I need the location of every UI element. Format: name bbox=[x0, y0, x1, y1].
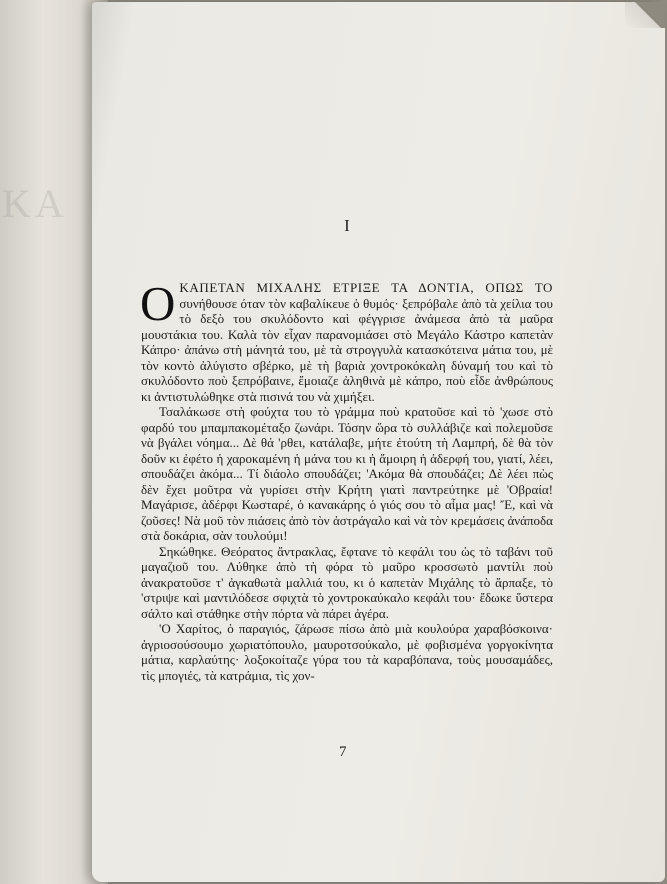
paragraph-1 bbox=[140, 276, 553, 404]
page-corner-curl bbox=[625, 2, 665, 28]
book-page bbox=[92, 2, 665, 882]
chapter-number: I bbox=[344, 216, 350, 235]
paragraph-3: Σηκώθηκε. Θεόρατος ἄντρακλας, ἔφτανε τὸ κεφάλι του ὡς τὸ ταβάνι τοῦ μαγαζιοῦ του. Λύθηκε ἀπὸ τὴ φόρα τὸ μαῦρο κροσσωτὸ μαντίλι ποὺ ἀνακρατοῦσε τ' ἀγκαθωτὰ μαλλιά του, κι ὁ καπετὰν Μιχάλης τὸ ἅρπαξε, τὸ 'στριψε καὶ μαντιλόδεσε σφιχτὰ τὸ χοντροκαύκαλο κεφάλι του· ἔδωκε ὕστερα σάλτο καὶ στάθηκε στὴν πόρτα νὰ πάρει ἀγέρα. bbox=[141, 543, 553, 621]
paragraph-2: Τσαλάκωσε στὴ φούχτα του τὸ γράμμα ποὺ κρατοῦσε καὶ τὸ 'χωσε στὸ φαρδύ του μπαμπακομέταξο ζωνάρι. Τόσην ὥρα τὸ συλλάβιζε καὶ πολεμοῦσε νὰ βγάλει νόημα... Δὲ θά 'ρθει, κατάλαβε, μήτε ἐτούτη τὴ Λαμπρή, δὲ θὰ τὸν δοῦν κι ἐφέτο ἡ χαροκαμένη ἡ μάνα του κι ἡ ἄμοιρη ἡ ἀδερφή του, γιατί, λέει, σπουδάζει ἀκόμα... Τί διάολο σπουδάζει; 'Ακόμα θὰ σπουδάζει; Δὲ λέει πὼς δὲν ἔχει μοῦτρα νὰ γυρίσει στὴν Κρήτη γιατὶ παντρεύτηκε μὲ 'Οβραία! Μαγάρισε, ἀδέρφι Κωσταρέ, ὁ κανακάρης ὁ γιός σου τὸ αἷμα μας! Ἔ, καὶ νὰ ζοῦσες! Νὰ μοῦ τὸν πιάσεις ἀπὸ τὸν ἀστράγαλο καὶ νὰ τὸν κρεμάσεις ἀνάποδα στὰ δοκάρια, σὰν τουλούμι! bbox=[141, 404, 553, 543]
page-number: 7 bbox=[339, 744, 347, 760]
opening-small-caps: ΚΑΠΕΤΑΝ ΜΙΧΑΛΗΣ ΕΤΡΙΞΕ ΤΑ ΔΟΝΤΙΑ, ΟΠΩΣ ΤΟ bbox=[179, 280, 553, 295]
show-through-text: ΚΑ bbox=[2, 181, 68, 226]
drop-cap: Ο bbox=[140, 276, 176, 331]
paragraph-1-text: συνήθουσε όταν τὸν καβαλίκευε ὁ θυμός· ξεπρόβαλε ἀπὸ τὰ χείλια του τὸ δεξὸ του σκυλόδοντο καὶ φέγγρισε ἀνάμεσα ἀπὸ τὰ μαῦρα μουστάκια του. Καλὰ τὸν εἶχαν παρανομιάσει στὸ Μεγάλο Κάστρο καπετὰν Κάπρο· ἀπάνω στὴ μάνητά του, μὲ τὰ στρογγυλὰ κατασκότεινα μάτια του, μὲ τὸν κοντὸ ἀλύγιστο σβέρκο, μὲ τὴ βαριὰ χοντροκόκαλη δύναμή του καὶ τὸ σκυλόδοντο ποὺ ξεπρόβαινε, ἔμοιαζε ἀληθινὰ μὲ κάπρο, ποὺ εἶδε ἀνθρώπους κι ἀντιστυλώθηκε στὰ πισινά του νὰ χιμήξει. bbox=[141, 295, 553, 404]
body-text bbox=[140, 276, 553, 683]
paragraph-4: 'Ο Χαρίτος, ὁ παραγιός, ζάρωσε πίσω ἀπὸ μιὰ κουλούρα χαραβόσκοινα· ἀγριοσούσουμο χωριατόπουλο, μαυροτσούκαλο, μὲ φοβισμένα γοργοκίνητα μάτια, καρλαύτης· λοξοκοίταζε γύρα του τὰ καραβόπανα, τοὺς μουσαμάδες, τὶς μπογιές, τὰ κατράμια, τὶς χον- bbox=[141, 621, 553, 683]
